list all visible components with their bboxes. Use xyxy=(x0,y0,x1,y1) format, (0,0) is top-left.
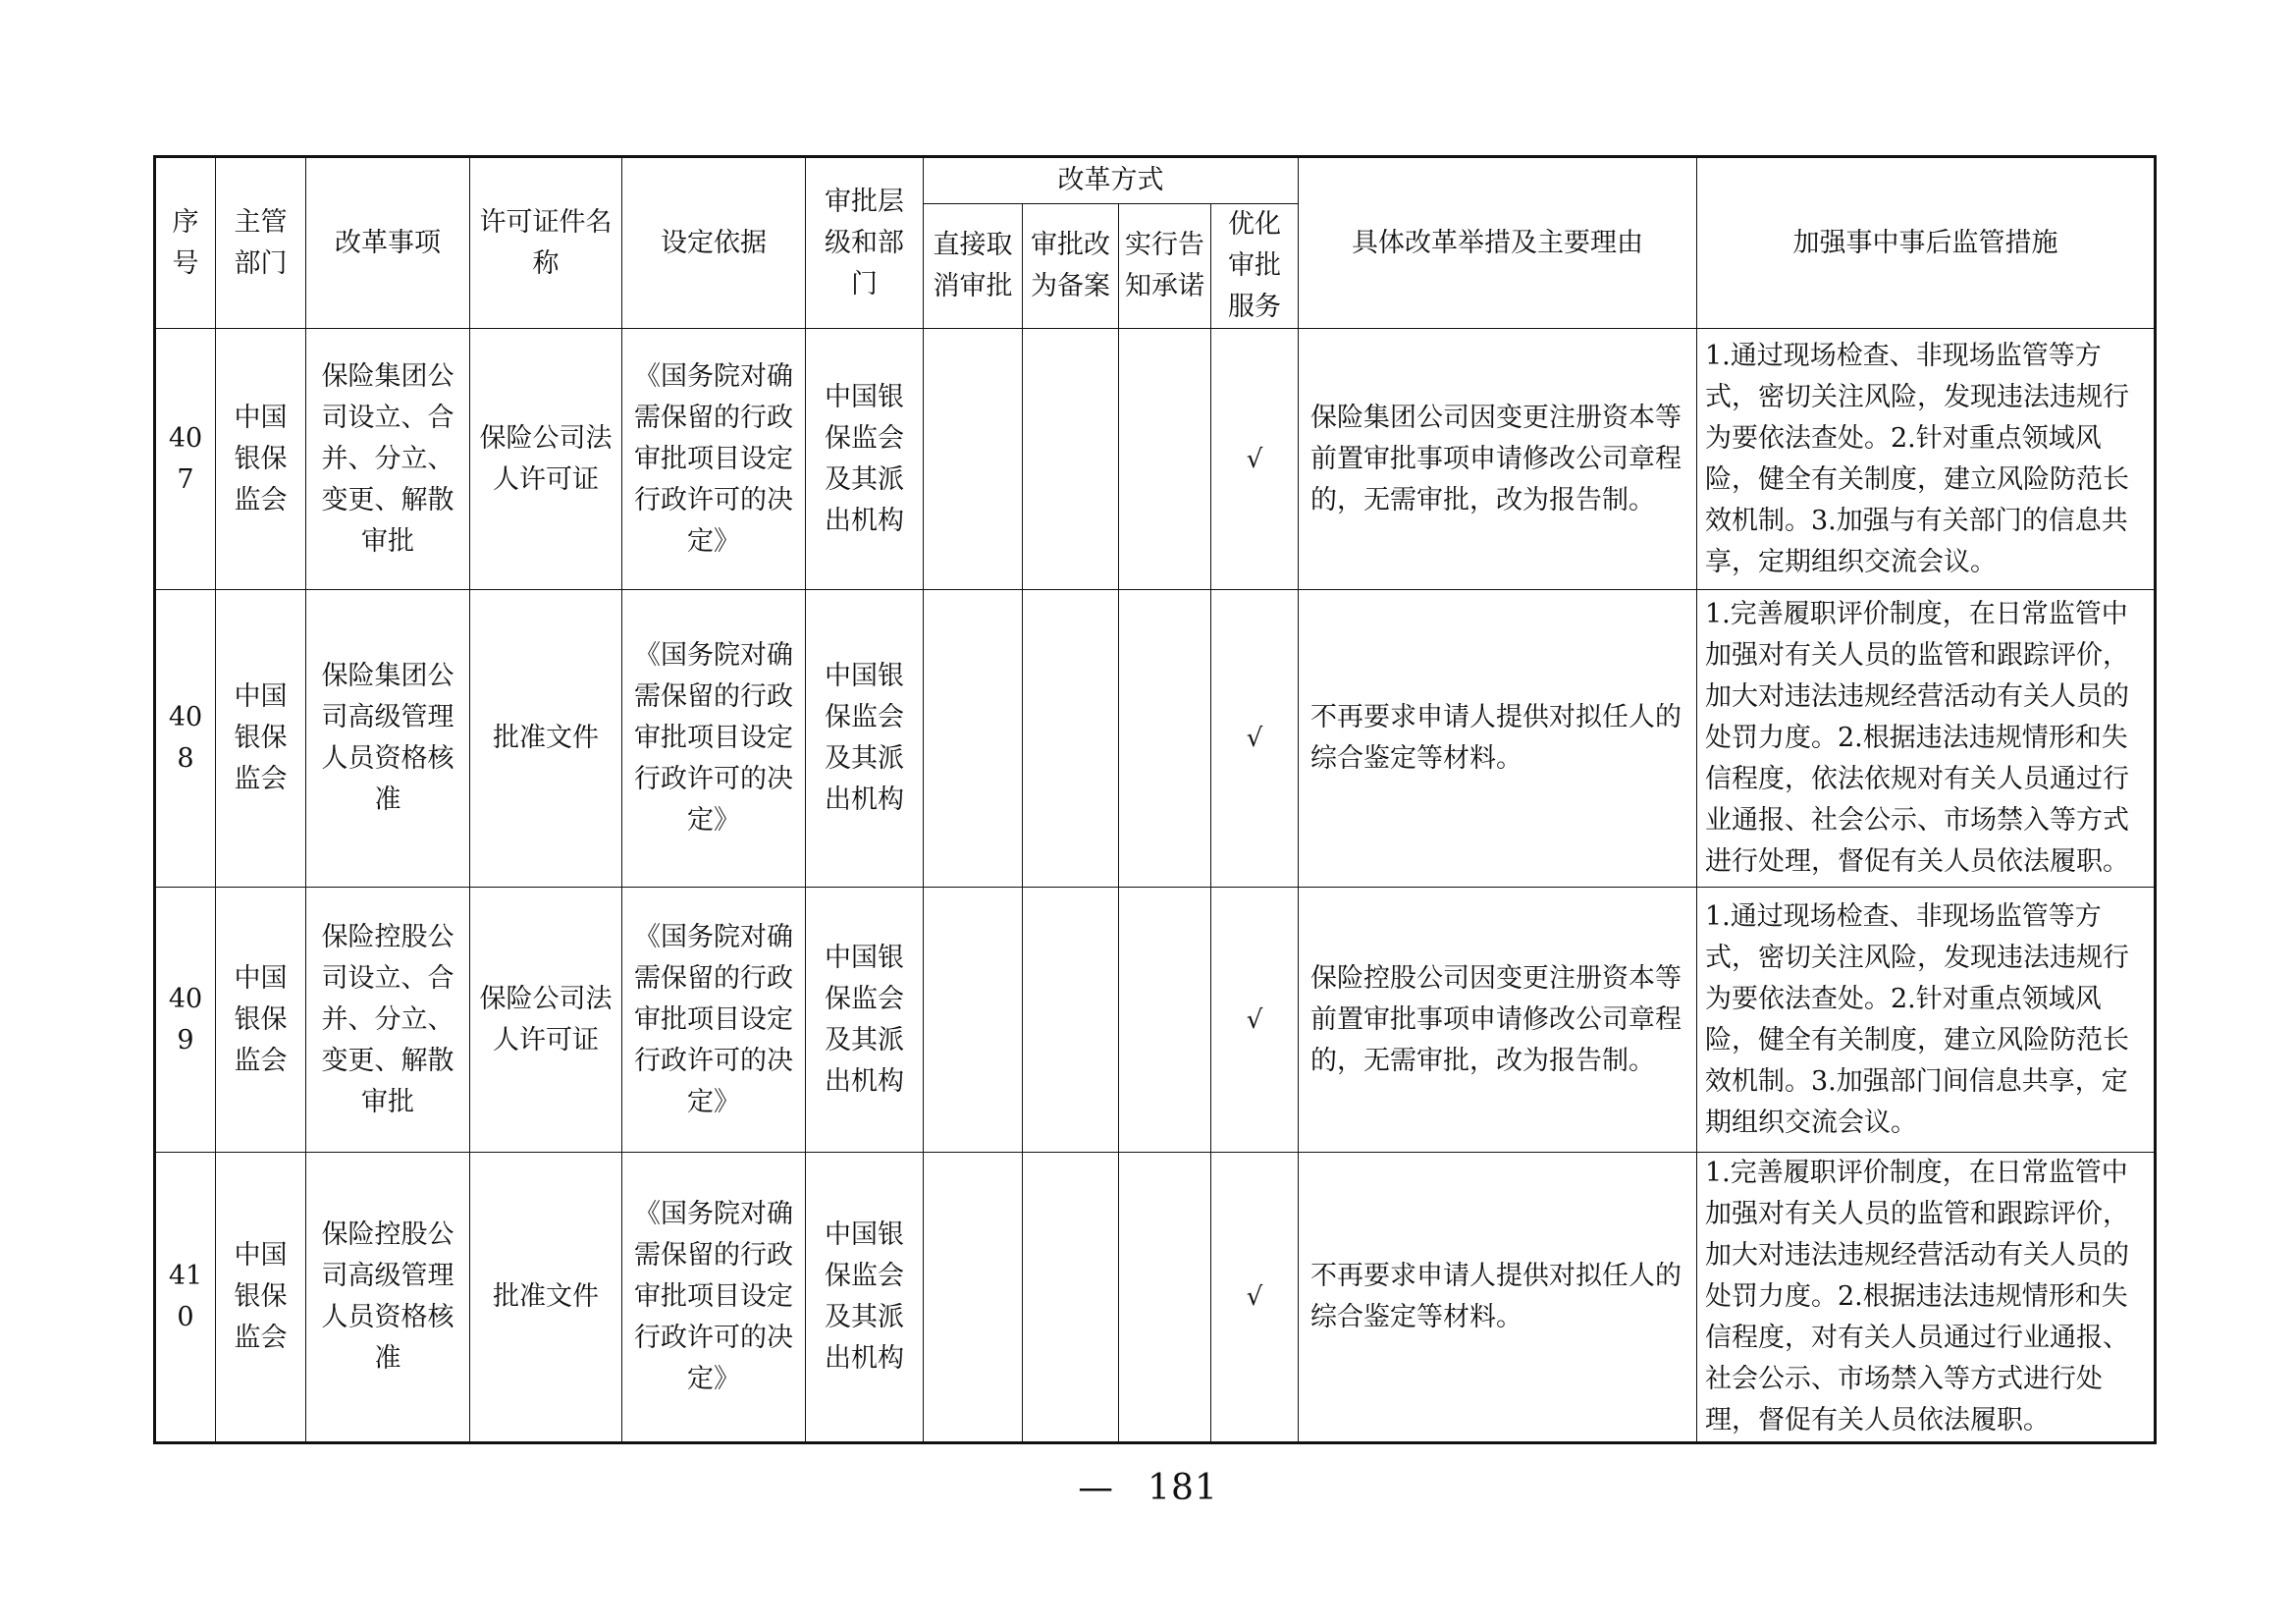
row-mode-filing xyxy=(1023,888,1119,1153)
header-supervision: 加强事中事后监管措施 xyxy=(1697,157,2156,329)
row-seq: 410 xyxy=(155,1153,216,1443)
page-footer xyxy=(0,1468,2296,1508)
header-dept: 主管部门 xyxy=(216,157,306,329)
row-reason: 保险集团公司因变更注册资本等前置审批事项申请修改公司章程的，无需审批，改为报告制。 xyxy=(1299,329,1697,590)
row-mode-cancel xyxy=(924,1153,1023,1443)
row-dept: 中国银保监会 xyxy=(216,1153,306,1443)
row-supervision: 1.完善履职评价制度，在日常监管中加强对有关人员的监管和跟踪评价，加大对违法违规经营活动有关人员的处罚力度。2.根据违法违规情形和失信程度，对有关人员通过行业通报、社会公示、市场禁入等方式进行处理，督促有关人员依法履职。 xyxy=(1697,1153,2156,1443)
row-dept: 中国银保监会 xyxy=(216,590,306,888)
row-seq: 408 xyxy=(155,590,216,888)
header-mode-notify: 实行告知承诺 xyxy=(1119,204,1211,329)
row-item: 保险集团公司设立、合并、分立、变更、解散审批 xyxy=(306,329,470,590)
header-mode-optimize: 优化审批服务 xyxy=(1211,204,1299,329)
row-item: 保险控股公司设立、合并、分立、变更、解散审批 xyxy=(306,888,470,1153)
row-level: 中国银保监会及其派出机构 xyxy=(806,590,924,888)
row-dept: 中国银保监会 xyxy=(216,888,306,1153)
row-mode-notify xyxy=(1119,888,1211,1153)
header-item: 改革事项 xyxy=(306,157,470,329)
row-level: 中国银保监会及其派出机构 xyxy=(806,888,924,1153)
row-license: 保险公司法人许可证 xyxy=(470,888,622,1153)
table-row xyxy=(155,1153,2156,1443)
header-basis: 设定依据 xyxy=(622,157,806,329)
row-mode-optimize-check: √ xyxy=(1211,888,1299,1153)
row-basis: 《国务院对确需保留的行政审批项目设定行政许可的决定》 xyxy=(622,1153,806,1443)
row-supervision: 1.完善履职评价制度，在日常监管中加强对有关人员的监管和跟踪评价，加大对违法违规经营活动有关人员的处罚力度。2.根据违法违规情形和失信程度，依法依规对有关人员通过行业通报、社会公示、市场禁入等方式进行处理，督促有关人员依法履职。 xyxy=(1697,590,2156,888)
row-supervision: 1.通过现场检查、非现场监管等方式，密切关注风险，发现违法违规行为要依法查处。2.针对重点领域风险，健全有关制度，建立风险防范长效机制。3.加强与有关部门的信息共享，定期组织交流会议。 xyxy=(1697,329,2156,590)
row-basis: 《国务院对确需保留的行政审批项目设定行政许可的决定》 xyxy=(622,329,806,590)
header-mode-cancel: 直接取消审批 xyxy=(924,204,1023,329)
row-level: 中国银保监会及其派出机构 xyxy=(806,329,924,590)
row-basis: 《国务院对确需保留的行政审批项目设定行政许可的决定》 xyxy=(622,888,806,1153)
header-mode-filing: 审批改为备案 xyxy=(1023,204,1119,329)
table-row xyxy=(155,329,2156,590)
row-mode-optimize-check: √ xyxy=(1211,1153,1299,1443)
page-number: 181 xyxy=(1148,1468,1218,1508)
row-item: 保险控股公司高级管理人员资格核准 xyxy=(306,1153,470,1443)
row-mode-optimize-check: √ xyxy=(1211,329,1299,590)
row-item: 保险集团公司高级管理人员资格核准 xyxy=(306,590,470,888)
footer-dash: — xyxy=(1078,1468,1115,1508)
row-mode-cancel xyxy=(924,590,1023,888)
table-row xyxy=(155,590,2156,888)
header-mode-group: 改革方式 xyxy=(924,157,1299,204)
row-reason: 保险控股公司因变更注册资本等前置审批事项申请修改公司章程的，无需审批，改为报告制。 xyxy=(1299,888,1697,1153)
row-mode-filing xyxy=(1023,329,1119,590)
row-dept: 中国银保监会 xyxy=(216,329,306,590)
row-mode-cancel xyxy=(924,888,1023,1153)
reform-table xyxy=(153,155,2157,1444)
row-license: 批准文件 xyxy=(470,1153,622,1443)
row-level: 中国银保监会及其派出机构 xyxy=(806,1153,924,1443)
header-seq: 序号 xyxy=(155,157,216,329)
row-seq: 407 xyxy=(155,329,216,590)
row-mode-notify xyxy=(1119,590,1211,888)
header-level: 审批层级和部门 xyxy=(806,157,924,329)
row-supervision: 1.通过现场检查、非现场监管等方式，密切关注风险，发现违法违规行为要依法查处。2.针对重点领域风险，健全有关制度，建立风险防范长效机制。3.加强部门间信息共享，定期组织交流会议。 xyxy=(1697,888,2156,1153)
row-seq: 409 xyxy=(155,888,216,1153)
row-license: 保险公司法人许可证 xyxy=(470,329,622,590)
table-row xyxy=(155,888,2156,1153)
row-reason: 不再要求申请人提供对拟任人的综合鉴定等材料。 xyxy=(1299,1153,1697,1443)
row-mode-notify xyxy=(1119,329,1211,590)
row-mode-filing xyxy=(1023,1153,1119,1443)
row-mode-filing xyxy=(1023,590,1119,888)
header-license: 许可证件名称 xyxy=(470,157,622,329)
row-mode-optimize-check: √ xyxy=(1211,590,1299,888)
row-license: 批准文件 xyxy=(470,590,622,888)
row-mode-cancel xyxy=(924,329,1023,590)
row-basis: 《国务院对确需保留的行政审批项目设定行政许可的决定》 xyxy=(622,590,806,888)
row-mode-notify xyxy=(1119,1153,1211,1443)
row-reason: 不再要求申请人提供对拟任人的综合鉴定等材料。 xyxy=(1299,590,1697,888)
header-reason: 具体改革举措及主要理由 xyxy=(1299,157,1697,329)
